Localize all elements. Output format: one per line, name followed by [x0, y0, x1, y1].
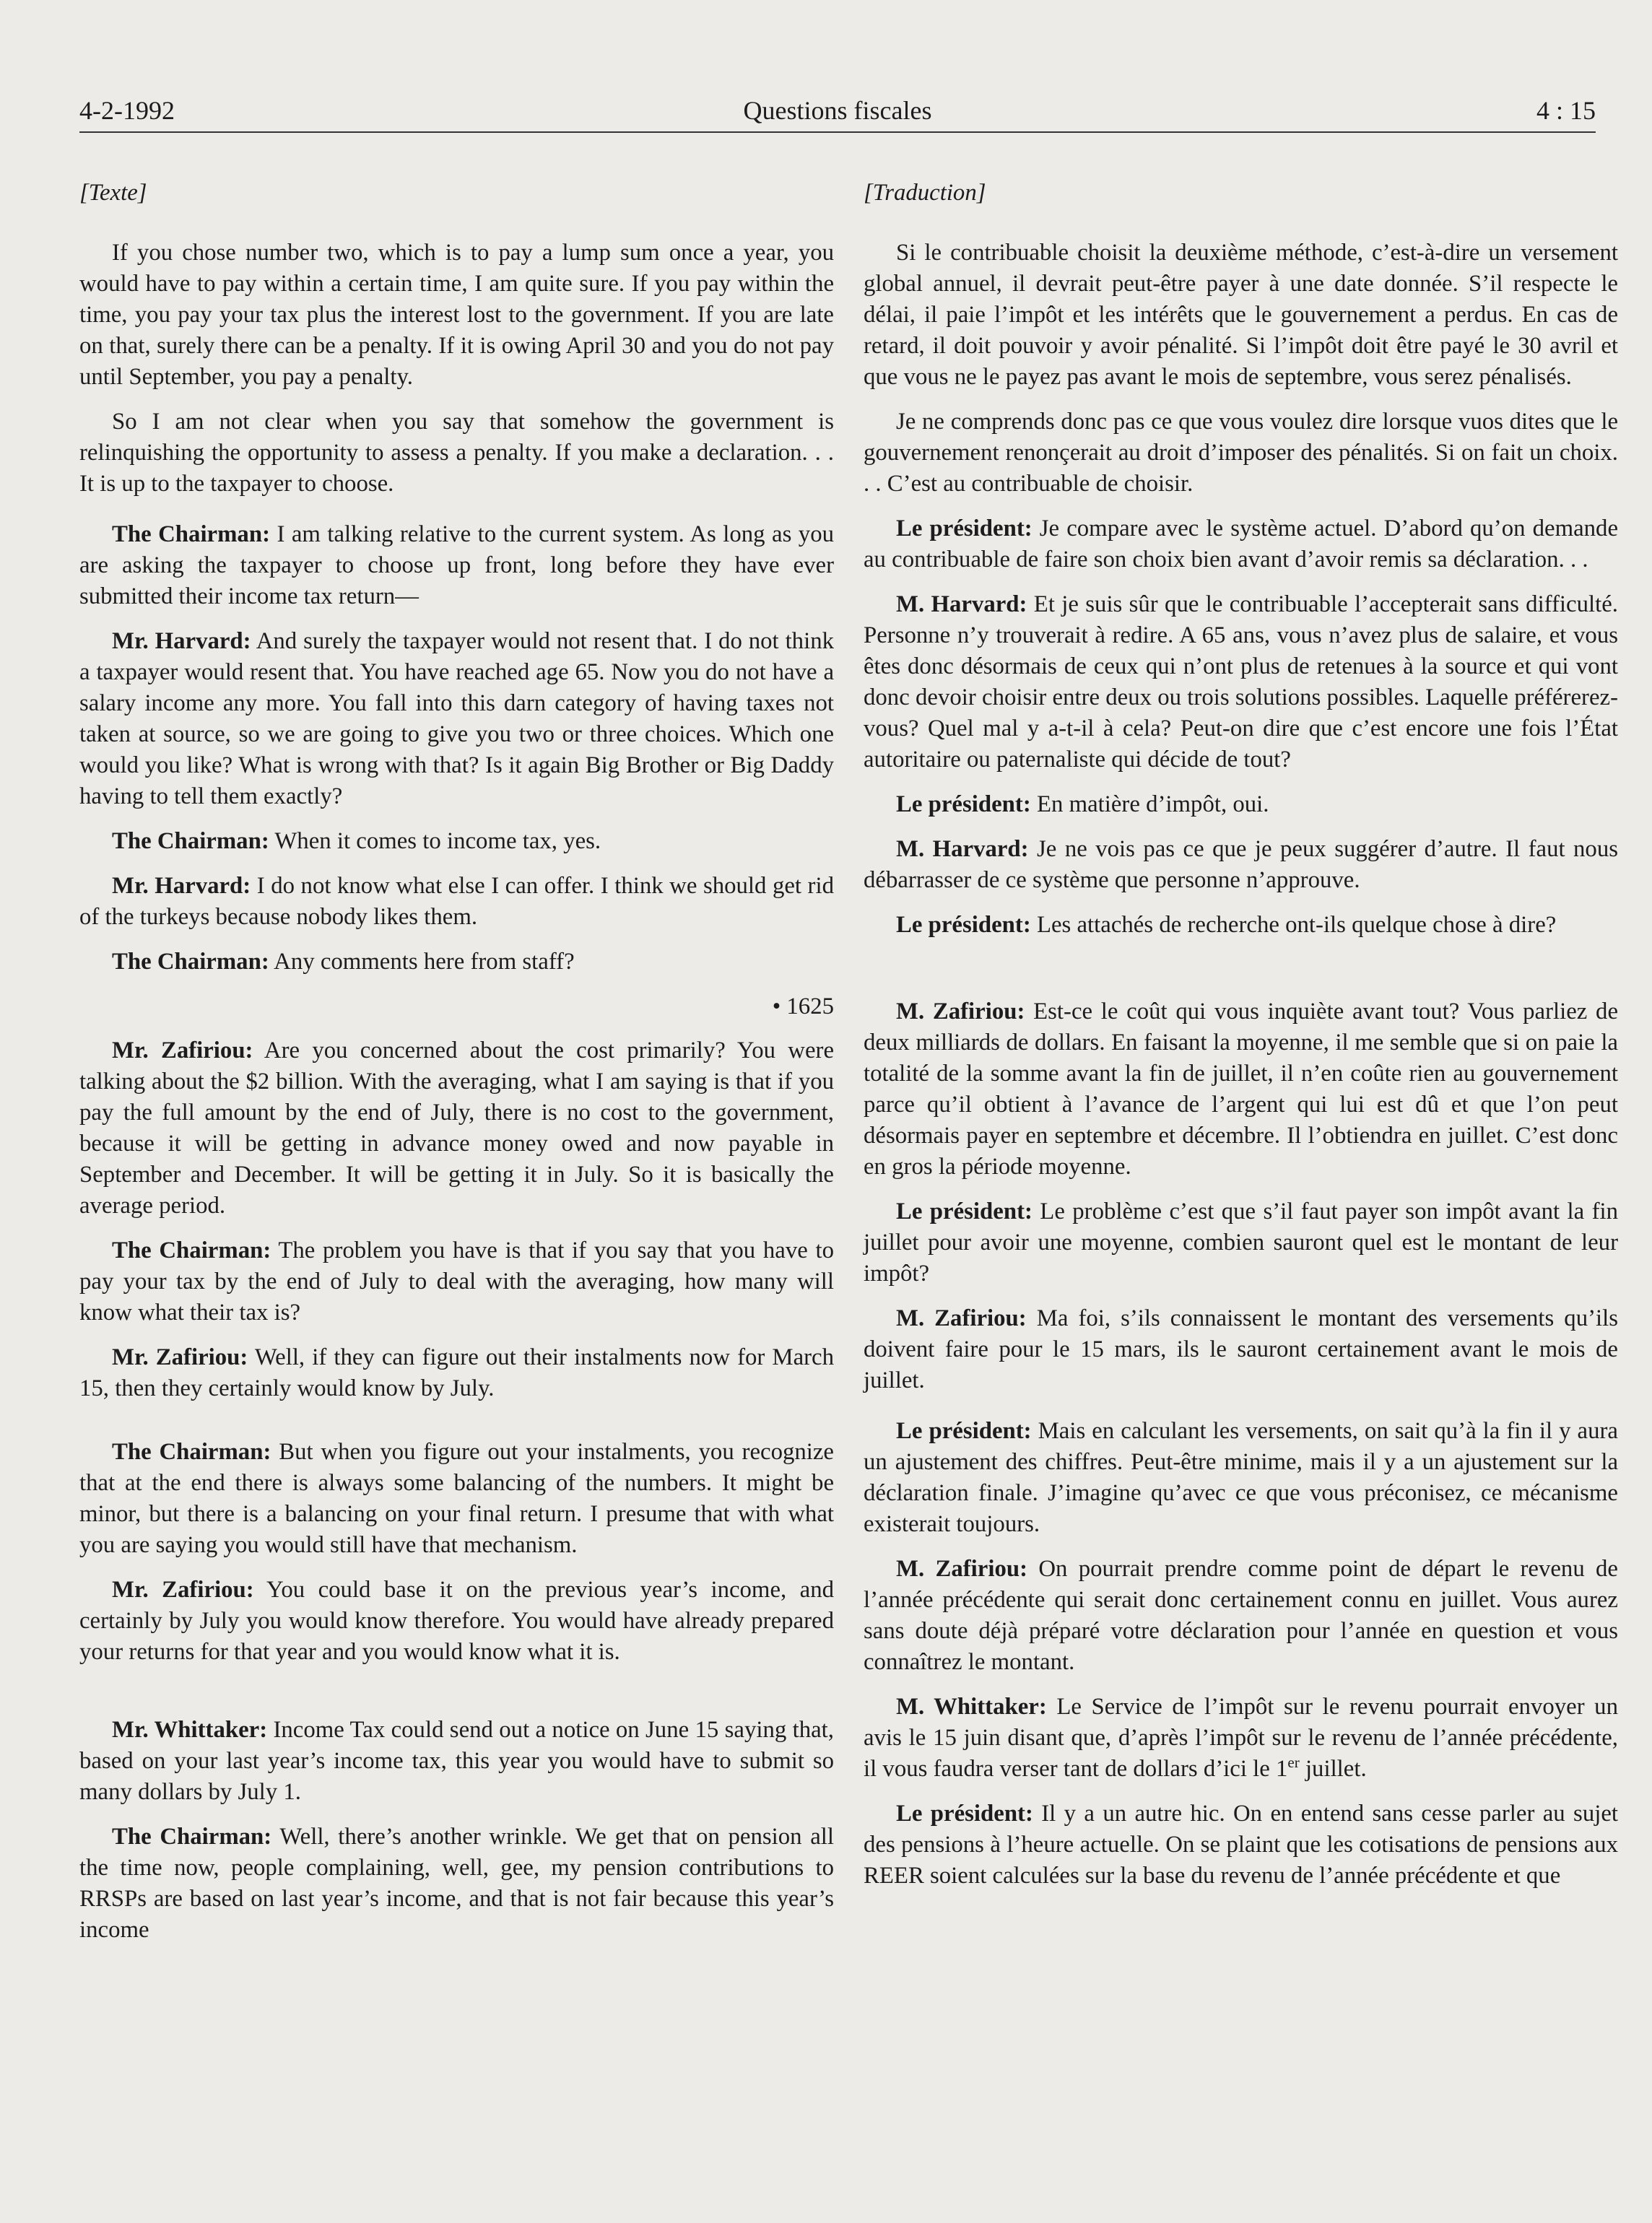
speaker-paragraph [864, 1303, 1618, 1396]
speech-text: Et je suis sûr que le contribuable l’accepterait sans difficulté. Personne n’y trouverait à redire. A 65 ans, vous n’avez plus de salaire, et vous êtes donc désormais de ceux qui n’ont plus de retenues à la source et qui vont donc devoir choisir entre deux ou trois solutions possibles. Laquelle préférerez-vous? Quel mal y a-t-il à cela? Peut-on dire que c’est encore une fois l’État autoritaire ou paternaliste qui décide de tout? [864, 591, 1618, 773]
speaker-name: Mr. Zafiriou: [112, 1037, 253, 1063]
speech-text-end: juillet. [1299, 1756, 1367, 1782]
speech-text: Le Service de l’impôt sur le revenu pourrait envoyer un avis le 15 juin disant que, d’après l’impôt sur le revenu de l’année précédente, il vous faudra verser tant de dollars d’ici le 1 [864, 1694, 1618, 1782]
speaker-paragraph [79, 626, 834, 812]
speaker-name: M. Whittaker: [896, 1694, 1047, 1720]
paragraph: If you chose number two, which is to pay a lump sum once a year, you would have to pay within a certain time, I am quite sure. If you pay within the time, you pay your tax plus the interest lost to the government. If you are late on that, surely there can be a penalty. If it is owing April 30 and you do not pay until September, you pay a penalty. [79, 240, 834, 390]
column-label: [Traduction] [864, 180, 986, 206]
speaker-paragraph [864, 789, 1618, 820]
speech-text: Well, there’s another wrinkle. We get that on pension all the time now, people complaining, well, gee, my pension contributions to RRSPs are based on last year’s income, and that is not fair because this year’s income [79, 1824, 835, 1943]
speaker-paragraph [864, 1692, 1618, 1785]
speech-text: Mais en calculant les versements, on sait qu’à la fin il y aura un ajustement des chiffres. Peut-être minime, mais il y a un ajustement sur la déclaration finale. J’imagine qu’avec ce que vous préconisez, ce mécanisme existerait toujours. [864, 1418, 1618, 1537]
speaker-paragraph [79, 1035, 834, 1222]
speech-text: The problem you have is that if you say that you have to pay your tax by the end of July to deal with the averaging, how many will know what their tax is? [79, 1237, 834, 1326]
paragraph: Si le contribuable choisit la deuxième méthode, c’est-à-dire un versement global annuel, il devrait peut-être payer à une date donnée. S’il respecte le délai, il paie l’impôt et les intérêts que le gouvernement a perdus. En cas de retard, il doit pouvoir y avoir pénalité. Si l’impôt doit être payé le 30 avril et que vous ne le payez pas avant le mois de septembre, vous serez pénalisés. [864, 240, 1618, 390]
french-column [864, 178, 1618, 1905]
speaker-paragraph [79, 1575, 834, 1668]
speaker-paragraph [79, 1715, 834, 1808]
speech-text: Les attachés de recherche ont-ils quelque chose à dire? [1030, 912, 1557, 938]
speaker-paragraph [79, 947, 834, 978]
speaker-paragraph [864, 996, 1618, 1183]
speaker-paragraph [864, 513, 1618, 575]
speaker-name: Mr. Harvard: [112, 873, 251, 899]
speech-text: You could base it on the previous year’s income, and certainly by July you would know therefore. You would have already prepared your returns for that year and you would know what it is. [79, 1577, 835, 1665]
speaker-name: M. Harvard: [896, 836, 1029, 862]
speech-text: Je ne vois pas ce que je peux suggérer d’autre. Il faut nous débarrasser de ce système que personne n’approuve. [864, 836, 1618, 893]
speaker-name: Le président: [896, 515, 1032, 541]
speaker-name: M. Zafiriou: [896, 999, 1025, 1025]
paragraph: Je ne comprends donc pas ce que vous voulez dire lorsque vuos dites que le gouvernement renonçerait au droit d’imposer des pénalités. Si on fait un choix. . . C’est au contribuable de choisir. [864, 409, 1618, 497]
speaker-paragraph [79, 1235, 834, 1328]
speech-text: On pourrait prendre comme point de départ le revenu de l’année précédente qui serait donc certainement connu en juillet. Vous aurez sans doute déjà préparé votre déclaration pour l’année en question et vous connaîtrez le montant. [864, 1556, 1618, 1675]
speaker-paragraph [864, 589, 1618, 775]
speaker-name: M. Harvard: [896, 591, 1027, 617]
time-marker: • 1625 [772, 993, 834, 1019]
speaker-paragraph [79, 519, 834, 612]
speech-text: Well, if they can figure out their instalments now for March 15, then they certainly would know by July. [79, 1344, 835, 1401]
speaker-name: The Chairman: [112, 1439, 271, 1465]
speaker-paragraph [864, 1798, 1618, 1892]
speech-text: I do not know what else I can offer. I think we should get rid of the turkeys because nobody likes them. [79, 873, 834, 930]
speaker-paragraph [864, 910, 1618, 941]
speech-text: Je compare avec le système actuel. D’abord qu’on demande au contribuable de faire son choix bien avant d’avoir remis sa déclaration. . . [864, 515, 1619, 573]
speaker-name: Le président: [896, 791, 1031, 817]
speaker-name: The Chairman: [112, 521, 270, 547]
speaker-paragraph [79, 871, 834, 933]
speaker-paragraph [864, 1554, 1618, 1678]
superscript: er [1287, 1754, 1300, 1772]
speaker-name: M. Zafiriou: [896, 1556, 1028, 1582]
speaker-paragraph [79, 1822, 834, 1946]
speech-text: Le problème c’est que s’il faut payer son impôt avant la fin juillet pour avoir une moyenne, combien sauront quel est le montant de leur impôt? [864, 1198, 1618, 1287]
speaker-name: Le président: [896, 1198, 1032, 1224]
speech-text: And surely the taxpayer would not resent that. I do not think a taxpayer would resent that. You have reached age 65. Now you do not have a salary income any more. You fall into this darn category of having taxes not taken at source, so we are going to give you two or three choices. Which one would you like? What is wrong with that? Is it again Big Brother or Big Daddy having to tell them exactly? [79, 628, 834, 809]
speaker-paragraph [864, 834, 1618, 896]
speaker-name: The Chairman: [112, 949, 269, 975]
speaker-name: Le président: [896, 1801, 1033, 1827]
speech-text: When it comes to income tax, yes. [269, 828, 601, 854]
speaker-paragraph [864, 1196, 1618, 1289]
speaker-name: Mr. Harvard: [112, 628, 251, 654]
speaker-name: Mr. Zafiriou: [112, 1344, 248, 1370]
speaker-paragraph [79, 1437, 834, 1561]
speaker-name: The Chairman: [112, 828, 269, 854]
paragraph: So I am not clear when you say that somehow the government is relinquishing the opportunity to assess a penalty. If you make a declaration. . . It is up to the taxpayer to choose. [79, 409, 834, 497]
speaker-paragraph [864, 1416, 1618, 1540]
speaker-name: The Chairman: [112, 1237, 271, 1263]
header-title: Questions fiscales [743, 96, 932, 125]
running-header [79, 90, 1596, 133]
speaker-paragraph [79, 1342, 834, 1404]
speech-text: I am talking relative to the current system. As long as you are asking the taxpayer to choose up front, long before they have ever submitted their income tax return— [79, 521, 834, 609]
column-label: [Texte] [79, 180, 147, 206]
speech-text: En matière d’impôt, oui. [1030, 791, 1269, 817]
speaker-name: The Chairman: [112, 1824, 272, 1850]
speaker-paragraph [79, 826, 834, 857]
speaker-name: M. Zafiriou: [896, 1305, 1027, 1331]
speaker-name: Le président: [896, 912, 1031, 938]
speech-text: Est-ce le coût qui vous inquiète avant tout? Vous parliez de deux milliards de dollars. En faisant la moyenne, il me semble que si on paie la totalité de la somme avant la fin de juillet, il n’en coûte rien au gouvernement parce qu’il obtient à l’avance de l’argent qui lui est dû et que l’on peut désormais payer en septembre et décembre. Il l’obtiendra en juillet. C’est donc en gros la période moyenne. [864, 999, 1618, 1180]
speech-text: Income Tax could send out a notice on June 15 saying that, based on your last year’s income tax, this year you would have to submit so many dollars by July 1. [79, 1717, 834, 1805]
header-page-number: 4 : 15 [1536, 96, 1596, 125]
speech-text: Any comments here from staff? [269, 949, 575, 975]
english-column [79, 178, 834, 1959]
speaker-name: Mr. Zafiriou: [112, 1577, 254, 1603]
speech-text: Ma foi, s’ils connaissent le montant des versements qu’ils doivent faire pour le 15 mars, ils le sauront certainement avant le mois de juillet. [864, 1305, 1619, 1393]
header-date: 4-2-1992 [79, 96, 175, 125]
speech-text: Il y a un autre hic. On en entend sans cesse parler au sujet des pensions à l’heure actuelle. On se plaint que les cotisations de pensions aux REER soient calculées sur la base du revenu de l’année précédente et que [864, 1801, 1618, 1889]
speech-text: Are you concerned about the cost primarily? You were talking about the $2 billion. With the averaging, what I am saying is that if you pay the full amount by the end of July, there is no cost to the government, because it will be getting in advance money owed and now payable in September and December. It will be getting it in July. So it is basically the average period. [79, 1037, 834, 1219]
speaker-name: Le président: [896, 1418, 1032, 1444]
speaker-name: Mr. Whittaker: [112, 1717, 268, 1743]
speech-text: But when you figure out your instalments, you recognize that at the end there is always some balancing of the numbers. It might be minor, but there is a balancing on your final return. I presume that with what you are saying you would still have that mechanism. [79, 1439, 834, 1558]
